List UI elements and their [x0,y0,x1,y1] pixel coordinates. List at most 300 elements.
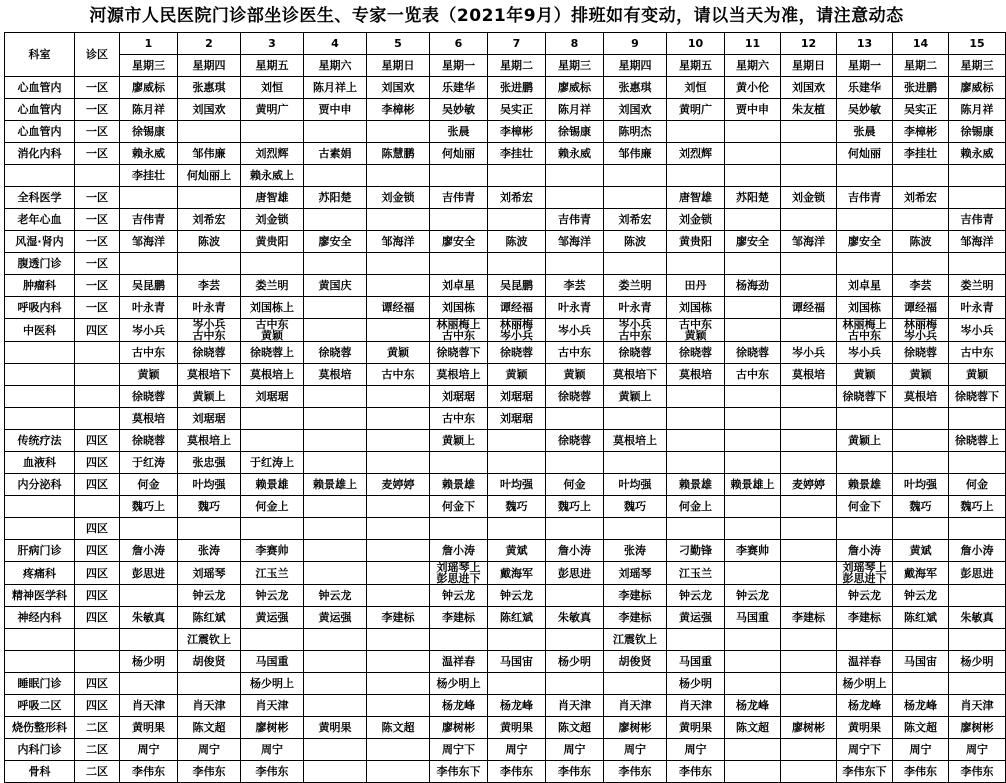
doctor-cell [725,629,781,651]
date-header: 9 [604,33,667,55]
table-row [5,297,1006,319]
doctor-cell [781,651,837,673]
doctor-cell: 马国重 [241,651,304,673]
doctor-cell [725,121,781,143]
doctor-cell: 何灿丽 [430,143,488,165]
doctor-cell: 肖天津 [241,695,304,717]
doctor-cell [304,739,367,761]
doctor-cell: 李建标 [837,607,893,629]
doctor-cell: 赖永威 [949,143,1006,165]
department-cell: 精神医学科 [5,585,75,607]
doctor-cell: 吴实正 [488,99,546,121]
doctor-cell: 马国宙 [488,651,546,673]
doctor-cell: 杨海劲 [725,275,781,297]
doctor-cell: 唐智雄 [241,187,304,209]
doctor-cell: 魏巧上 [949,496,1006,518]
doctor-cell: 廖树彬 [241,717,304,739]
doctor-cell [725,165,781,187]
doctor-cell: 杨少明上 [241,673,304,695]
doctor-cell: 徐晓蓉 [667,342,725,364]
doctor-cell: 周宁 [241,739,304,761]
doctor-cell: 廖安全 [304,231,367,253]
doctor-cell: 詹小涛 [430,540,488,562]
doctor-cell: 邹海洋 [546,231,604,253]
department-cell: 肿瘤科 [5,275,75,297]
doctor-cell: 詹小涛 [949,540,1006,562]
doctor-cell: 钟云龙 [488,585,546,607]
doctor-cell: 詹小涛 [546,540,604,562]
doctor-cell: 廖威标 [546,77,604,99]
table-row [5,761,1006,783]
doctor-cell: 林丽梅上 古中东 [837,319,893,342]
doctor-cell: 何金下 [430,496,488,518]
doctor-cell: 莫根培 [304,364,367,386]
doctor-cell [781,518,837,540]
doctor-cell [781,585,837,607]
doctor-cell: 陈文超 [546,717,604,739]
department-cell [5,496,75,518]
doctor-cell: 娄兰明 [241,275,304,297]
doctor-cell [893,673,949,695]
doctor-cell: 徐锡康 [546,121,604,143]
doctor-cell: 刘希宏 [893,187,949,209]
doctor-cell [781,739,837,761]
doctor-cell: 叶永青 [120,297,178,319]
doctor-cell: 古中东 [367,364,430,386]
date-header: 15 [949,33,1006,55]
doctor-cell [120,253,178,275]
weekday-header: 星期五 [667,55,725,77]
doctor-cell: 叶均强 [488,474,546,496]
doctor-cell: 马国宙 [893,651,949,673]
doctor-cell: 唐智雄 [667,187,725,209]
doctor-cell: 钟云龙 [667,585,725,607]
table-row [5,540,1006,562]
doctor-cell: 黄颖上 [430,430,488,452]
doctor-cell: 黄颖 [837,364,893,386]
area-cell: 一区 [75,297,120,319]
doctor-cell [304,651,367,673]
doctor-cell: 温祥春 [837,651,893,673]
table-row [5,607,1006,629]
doctor-cell: 吉伟青 [430,187,488,209]
doctor-cell: 黄运强 [667,607,725,629]
weekday-header: 星期二 [893,55,949,77]
area-cell: 二区 [75,761,120,783]
doctor-cell [893,430,949,452]
doctor-cell: 周宁 [949,739,1006,761]
doctor-cell: 叶均强 [893,474,949,496]
doctor-cell [781,452,837,474]
doctor-cell: 朱敏真 [120,607,178,629]
department-cell [5,165,75,187]
doctor-cell: 张晨 [837,121,893,143]
table-row [5,342,1006,364]
doctor-cell [893,518,949,540]
doctor-cell [488,253,546,275]
doctor-cell: 李挂壮 [120,165,178,187]
doctor-cell: 张进鹏 [488,77,546,99]
doctor-cell: 江玉兰 [241,562,304,585]
table-row [5,231,1006,253]
doctor-cell [367,629,430,651]
area-cell: 一区 [75,187,120,209]
doctor-cell: 黄明广 [667,99,725,121]
doctor-cell: 邹海洋 [781,231,837,253]
doctor-cell [304,761,367,783]
doctor-cell: 黄运强 [241,607,304,629]
doctor-cell: 莫根培 [781,364,837,386]
doctor-cell: 廖树彬 [604,717,667,739]
doctor-cell: 肖天津 [120,695,178,717]
area-cell: 四区 [75,430,120,452]
doctor-cell: 魏巧上 [546,496,604,518]
doctor-cell: 刘瑶琴上 彭思进下 [430,562,488,585]
weekday-header: 星期三 [546,55,604,77]
doctor-cell: 杨龙峰 [488,695,546,717]
doctor-cell: 黄贵阳 [667,231,725,253]
doctor-cell: 吴妙敏 [430,99,488,121]
doctor-cell [241,121,304,143]
doctor-cell [725,518,781,540]
doctor-cell: 徐晓蓉 [546,386,604,408]
doctor-cell: 赖景雄 [837,474,893,496]
doctor-cell: 刘琚琚 [488,408,546,430]
department-cell: 疼痛科 [5,562,75,585]
doctor-cell: 赖永威上 [241,165,304,187]
doctor-cell: 李挂壮 [488,143,546,165]
doctor-cell [304,452,367,474]
doctor-cell: 陈波 [488,231,546,253]
doctor-cell [488,165,546,187]
doctor-cell [604,408,667,430]
doctor-cell [604,253,667,275]
doctor-cell [893,629,949,651]
doctor-cell: 李伟东下 [837,761,893,783]
area-cell: 四区 [75,695,120,717]
doctor-cell: 邹伟廉 [604,143,667,165]
doctor-cell: 赖景雄 [667,474,725,496]
doctor-cell: 朱友植 [781,99,837,121]
doctor-cell: 赖景雄 [430,474,488,496]
doctor-cell [367,319,430,342]
doctor-cell: 周宁 [546,739,604,761]
area-header: 诊区 [75,33,120,77]
area-cell: 四区 [75,518,120,540]
doctor-cell: 廖安全 [430,231,488,253]
doctor-cell: 吉伟青 [949,209,1006,231]
doctor-cell [488,209,546,231]
doctor-cell [781,275,837,297]
doctor-cell [604,518,667,540]
doctor-cell [304,540,367,562]
doctor-cell: 黄明果 [837,717,893,739]
doctor-cell: 徐晓蓉下 [837,386,893,408]
doctor-cell [367,540,430,562]
doctor-cell [725,386,781,408]
doctor-cell [367,562,430,585]
doctor-cell [178,121,241,143]
doctor-cell [367,430,430,452]
doctor-cell: 肖天津 [604,695,667,717]
doctor-cell [781,629,837,651]
doctor-cell: 徐晓蓉 [725,342,781,364]
doctor-cell: 钟云龙 [430,585,488,607]
doctor-cell [893,209,949,231]
doctor-cell: 莫根培 [893,386,949,408]
date-header: 7 [488,33,546,55]
doctor-cell: 张惠琪 [604,77,667,99]
doctor-cell: 叶永青 [546,297,604,319]
doctor-cell: 邹海洋 [120,231,178,253]
doctor-cell: 陈文超 [367,717,430,739]
doctor-cell [781,209,837,231]
doctor-cell: 赖景雄上 [725,474,781,496]
doctor-cell: 刘金锁 [367,187,430,209]
doctor-cell: 李芸 [893,275,949,297]
doctor-cell [781,143,837,165]
area-cell: 四区 [75,540,120,562]
doctor-cell: 邹伟廉 [178,143,241,165]
doctor-cell [488,673,546,695]
doctor-cell: 叶永青 [949,297,1006,319]
doctor-cell: 于红涛 [120,452,178,474]
department-cell: 肝病门诊 [5,540,75,562]
doctor-cell: 周宁 [488,739,546,761]
doctor-cell: 钟云龙 [725,585,781,607]
department-cell: 呼吸二区 [5,695,75,717]
doctor-cell [367,651,430,673]
doctor-cell: 魏巧 [604,496,667,518]
doctor-cell: 黄小伦 [725,77,781,99]
doctor-cell [667,452,725,474]
doctor-cell [781,253,837,275]
doctor-cell [546,673,604,695]
department-cell [5,651,75,673]
doctor-cell: 谭经福 [488,297,546,319]
doctor-cell [367,585,430,607]
doctor-cell: 吴妙敏 [837,99,893,121]
doctor-cell: 谭经福 [367,297,430,319]
doctor-cell: 黄明果 [120,717,178,739]
area-cell [75,651,120,673]
doctor-cell: 娄兰明 [604,275,667,297]
doctor-cell: 廖安全 [725,231,781,253]
doctor-cell [488,629,546,651]
doctor-cell: 廖威标 [120,77,178,99]
doctor-cell: 戴海军 [488,562,546,585]
weekday-header: 星期一 [430,55,488,77]
department-cell: 风湿·肾内 [5,231,75,253]
doctor-cell: 徐晓蓉 [178,342,241,364]
table-row [5,319,1006,342]
doctor-cell: 古中东 [430,408,488,430]
doctor-cell: 刘国栋上 [241,297,304,319]
date-header: 6 [430,33,488,55]
doctor-cell [781,408,837,430]
doctor-cell: 吉伟青 [546,209,604,231]
doctor-cell: 吉伟青 [837,187,893,209]
department-cell: 血液科 [5,452,75,474]
doctor-cell [837,452,893,474]
doctor-cell: 李伟东 [604,761,667,783]
doctor-cell: 杨龙峰 [893,695,949,717]
doctor-cell [546,253,604,275]
doctor-cell [604,452,667,474]
department-cell [5,518,75,540]
doctor-cell: 戴海军 [893,562,949,585]
doctor-cell [430,629,488,651]
doctor-cell [949,629,1006,651]
doctor-cell: 黄颖上 [604,386,667,408]
doctor-cell [546,187,604,209]
doctor-cell [725,673,781,695]
department-cell: 睡眠门诊 [5,673,75,695]
doctor-cell [304,673,367,695]
doctor-cell: 贾中申 [725,99,781,121]
table-row [5,695,1006,717]
doctor-cell: 杨龙峰 [430,695,488,717]
area-cell [75,629,120,651]
doctor-cell: 岑小兵 [120,319,178,342]
doctor-cell [367,673,430,695]
doctor-cell [304,297,367,319]
doctor-cell: 徐晓蓉上 [241,342,304,364]
department-cell: 心血管内 [5,99,75,121]
doctor-cell [120,187,178,209]
doctor-cell [546,585,604,607]
doctor-cell: 张忠强 [178,452,241,474]
doctor-cell: 古中东 [546,342,604,364]
doctor-cell: 李建标 [781,607,837,629]
area-cell: 一区 [75,77,120,99]
area-cell: 四区 [75,474,120,496]
doctor-cell: 黄明果 [304,717,367,739]
date-header: 1 [120,33,178,55]
date-header: 12 [781,33,837,55]
doctor-cell: 徐晓蓉下 [949,386,1006,408]
doctor-cell: 张涛 [178,540,241,562]
doctor-cell: 刘国欢 [178,99,241,121]
doctor-cell [367,518,430,540]
doctor-cell [781,496,837,518]
doctor-cell: 古中东 [120,342,178,364]
doctor-cell [367,452,430,474]
department-cell: 心血管内 [5,77,75,99]
department-cell [5,342,75,364]
doctor-cell [241,253,304,275]
doctor-cell: 刁勤锋 [667,540,725,562]
doctor-cell: 杨龙峰 [725,695,781,717]
area-cell: 一区 [75,231,120,253]
doctor-cell: 杨少明上 [430,673,488,695]
doctor-cell: 魏巧上 [120,496,178,518]
doctor-cell [304,253,367,275]
doctor-cell: 刘恒 [241,77,304,99]
doctor-cell [241,430,304,452]
doctor-cell: 李挂壮 [893,143,949,165]
doctor-cell: 莫根培下 [178,364,241,386]
table-row [5,562,1006,585]
doctor-cell: 刘琚琚 [241,386,304,408]
doctor-cell: 刘国欢 [367,77,430,99]
doctor-cell: 麦婷婷 [367,474,430,496]
doctor-cell [781,540,837,562]
doctor-cell: 周宁下 [430,739,488,761]
doctor-cell [949,518,1006,540]
doctor-cell: 刘希宏 [178,209,241,231]
department-cell: 内科门诊 [5,739,75,761]
doctor-cell: 刘琚琚 [488,386,546,408]
doctor-cell: 叶均强 [604,474,667,496]
doctor-cell [667,253,725,275]
header-row-dates [5,33,1006,55]
doctor-cell [837,518,893,540]
doctor-cell: 陈红斌 [178,607,241,629]
doctor-cell [781,673,837,695]
doctor-cell: 魏巧 [893,496,949,518]
date-header: 13 [837,33,893,55]
doctor-cell: 胡俊贤 [604,651,667,673]
doctor-cell [667,430,725,452]
doctor-cell: 吴实正 [893,99,949,121]
doctor-cell: 江震钦上 [604,629,667,651]
area-cell: 四区 [75,452,120,474]
table-row [5,629,1006,651]
area-cell: 一区 [75,143,120,165]
doctor-cell: 何金上 [667,496,725,518]
doctor-cell: 陈月祥 [546,99,604,121]
department-cell: 传统疗法 [5,430,75,452]
doctor-cell: 魏巧 [178,496,241,518]
area-cell: 一区 [75,99,120,121]
doctor-cell: 苏阳楚 [725,187,781,209]
doctor-cell: 李赛帅 [725,540,781,562]
doctor-cell: 刘金锁 [241,209,304,231]
doctor-cell: 黄颖 [120,364,178,386]
doctor-cell: 何金下 [837,496,893,518]
doctor-cell: 李建标 [430,607,488,629]
doctor-cell: 刘瑶琴上 彭思进下 [837,562,893,585]
doctor-cell [367,386,430,408]
doctor-cell: 肖天津 [949,695,1006,717]
doctor-cell [667,408,725,430]
doctor-cell: 黄颖 [367,342,430,364]
doctor-cell: 麦婷婷 [781,474,837,496]
doctor-cell [781,695,837,717]
doctor-cell: 岑小兵 [837,342,893,364]
date-header: 2 [178,33,241,55]
department-cell [5,408,75,430]
doctor-cell [725,739,781,761]
doctor-cell [304,319,367,342]
doctor-cell: 陈月祥 [949,99,1006,121]
doctor-cell: 邹海洋 [367,231,430,253]
header-row-weekdays [5,55,1006,77]
doctor-cell: 何金 [120,474,178,496]
doctor-cell [604,673,667,695]
area-cell: 四区 [75,562,120,585]
doctor-cell [725,253,781,275]
doctor-cell: 李芸 [178,275,241,297]
doctor-cell: 吴昆鹏 [120,275,178,297]
doctor-cell: 黄明果 [667,717,725,739]
doctor-cell: 肖天津 [667,695,725,717]
doctor-cell: 黄国庆 [304,275,367,297]
doctor-cell [949,585,1006,607]
doctor-cell: 刘希宏 [488,187,546,209]
doctor-cell [546,408,604,430]
